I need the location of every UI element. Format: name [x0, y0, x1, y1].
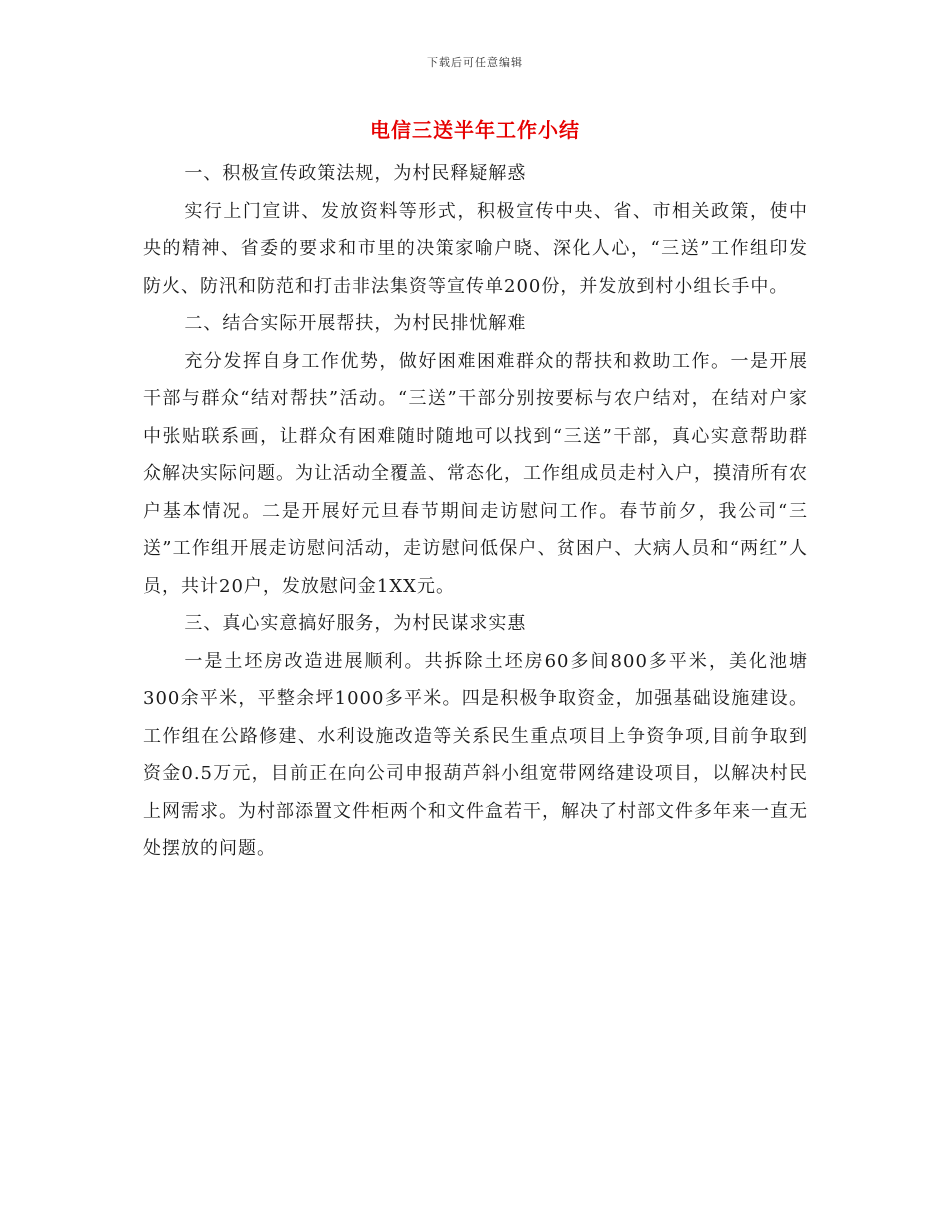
section-paragraph-2: 充分发挥自身工作优势，做好困难困难群众的帮扶和救助工作。一是开展干部与群众“结对帮扶”活动。“三送”干部分别按要标与农户结对，在结对户家中张贴联系画，让群众有困难随时随地可以找到“三送”干部，真心实意帮助群众解决实际问题。为让活动全覆盖、常态化，工作组成员走村入户，摸清所有农户基本情况。二是开展好元旦春节期间走访慰问工作。春节前夕，我公司“三送”工作组开展走访慰问活动，走访慰问低保户、贫困户、大病人员和“两红”人员，共计20户，发放慰问金1XX元。 [143, 350, 808, 597]
document-title: 电信三送半年工作小结 [370, 118, 580, 142]
section-heading-1: 一、积极宣传政策法规，为村民释疑解惑 [184, 163, 527, 184]
section-paragraph-3: 一是土坯房改造进展顺利。共拆除土坯房60多间800多平米，美化池塘300余平米，平整余坪1000多平米。四是积极争取资金，加强基础设施建设。工作组在公路修建、水利设施改造等关系民生重点项目上争资争项,目前争取到资金0.5万元，目前正在向公司申报葫芦斜小组宽带网络建设项目，以解决村民上网需求。为村部添置文件柜两个和文件盒若干，解决了村部文件多年来一直无处摆放的问题。 [143, 650, 808, 859]
document-body [143, 155, 808, 868]
section-heading-2: 二、结合实际开展帮扶，为村民排忧解难 [184, 313, 527, 334]
header-note: 下载后可任意编辑 [427, 56, 523, 69]
section-paragraph-1: 实行上门宣讲、发放资料等形式，积极宣传中央、省、市相关政策，使中央的精神、省委的要求和市里的决策家喻户晓、深化人心，“三送”工作组印发防火、防汛和防范和打击非法集资等宣传单200份，并发放到村小组长手中。 [143, 200, 808, 297]
section-heading-3: 三、真心实意搞好服务，为村民谋求实惠 [184, 613, 527, 634]
